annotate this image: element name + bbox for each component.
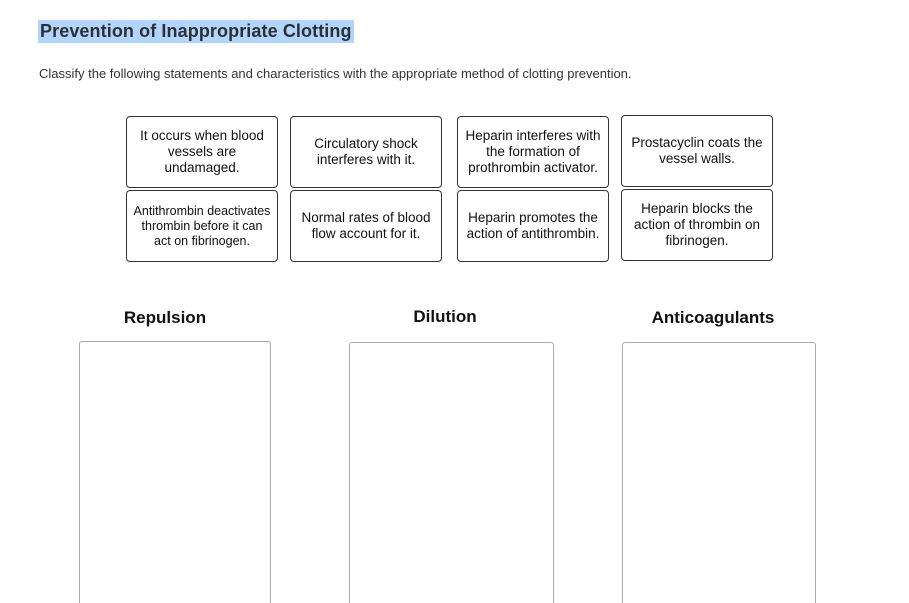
- draggable-card[interactable]: Normal rates of blood flow account for it.: [290, 190, 442, 262]
- category-label-repulsion: Repulsion: [123, 308, 207, 327]
- draggable-card[interactable]: Circulatory shock interferes with it.: [290, 116, 442, 188]
- draggable-card[interactable]: Heparin promotes the action of antithrombin.: [457, 190, 609, 262]
- draggable-card[interactable]: It occurs when blood vessels are undamaged.: [126, 116, 278, 188]
- drop-zone-repulsion[interactable]: [79, 341, 271, 603]
- draggable-card[interactable]: Heparin blocks the action of thrombin on fibrinogen.: [621, 189, 773, 261]
- draggable-card[interactable]: Prostacyclin coats the vessel walls.: [621, 115, 773, 187]
- page-title: Prevention of Inappropriate Clotting: [40, 21, 352, 41]
- draggable-card[interactable]: Heparin interferes with the formation of prothrombin activator.: [457, 116, 609, 188]
- category-label-anticoagulants: Anticoagulants: [651, 308, 775, 327]
- instructions-text: Classify the following statements and characteristics with the appropriate method of clotting prevention.: [39, 66, 632, 81]
- draggable-card[interactable]: Antithrombin deactivates thrombin before it can act on fibrinogen.: [126, 190, 278, 262]
- drop-zone-anticoagulants[interactable]: [622, 342, 816, 603]
- category-label-dilution: Dilution: [413, 307, 477, 326]
- drop-zone-dilution[interactable]: [349, 342, 554, 603]
